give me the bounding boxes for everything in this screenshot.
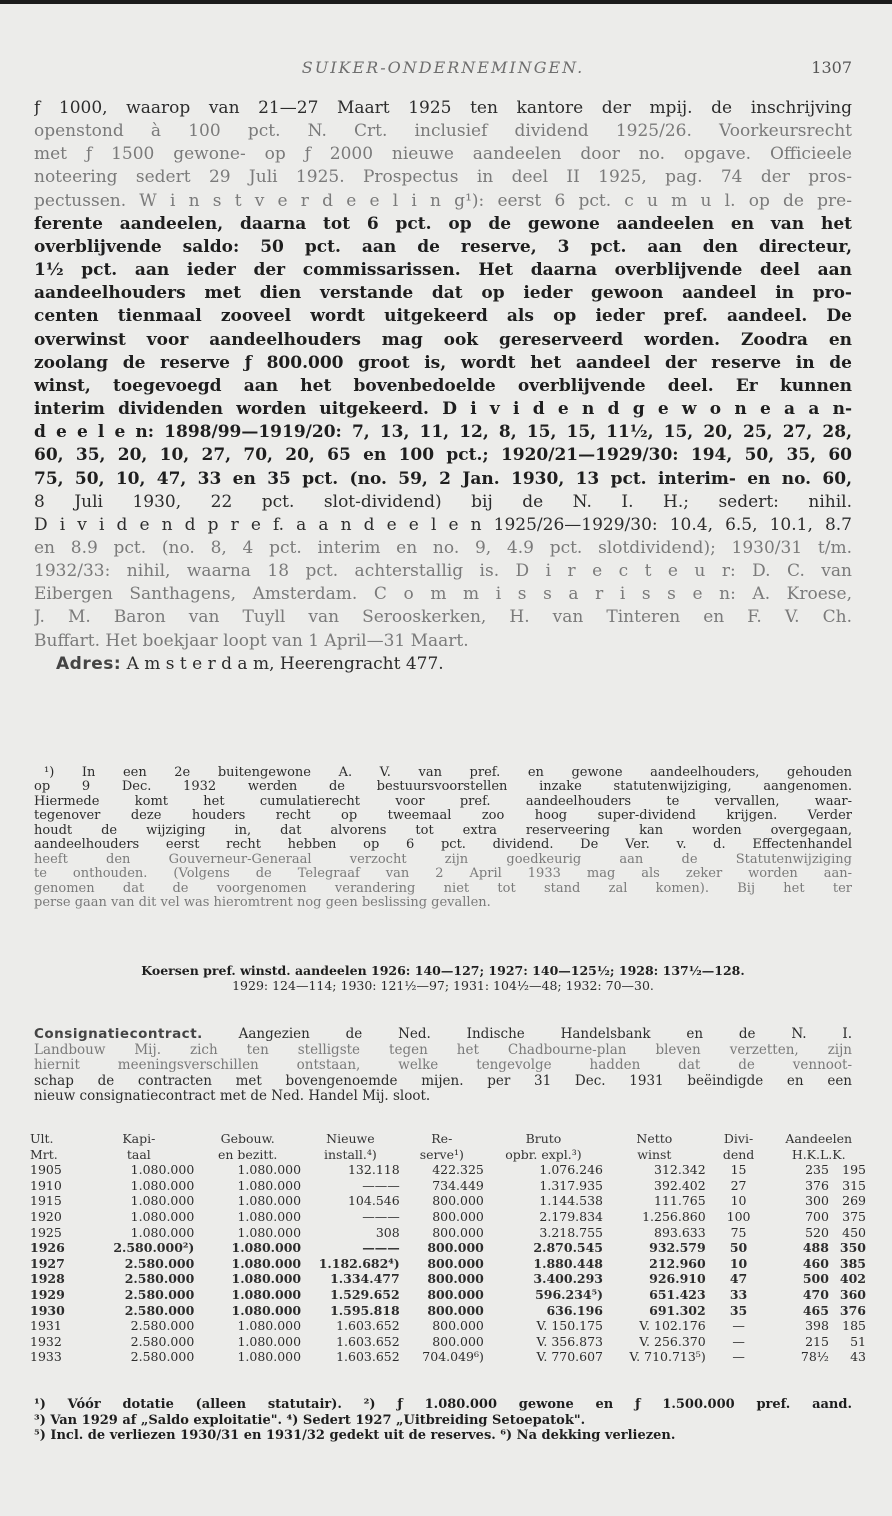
year-cell: 1910 bbox=[30, 1177, 62, 1193]
footnote-line: ¹) In een 2e buitengewone A. V. van pref. en gewone aandeelhouders, gehouden bbox=[44, 766, 852, 780]
price-high-cell: 465 bbox=[802, 1302, 829, 1318]
footnote-line: heeft den Gouverneur-Generaal verzocht zijn goedkeurig aan de Statutenwijziging bbox=[34, 852, 852, 867]
buildings-cell: 1.080.000 bbox=[237, 1349, 302, 1365]
price-high-cell: 700 bbox=[805, 1208, 829, 1224]
capital-cell: 2.580.000 bbox=[130, 1333, 195, 1349]
capital-cell: 2.580.000²) bbox=[113, 1240, 195, 1256]
col-header: Re- bbox=[431, 1131, 453, 1146]
buildings-cell: 1.080.000 bbox=[231, 1286, 302, 1302]
col-header: Nieuwe bbox=[326, 1131, 375, 1146]
year-cell: 1927 bbox=[30, 1255, 65, 1271]
table-row bbox=[30, 1287, 866, 1303]
year-cell: 1920 bbox=[30, 1208, 62, 1224]
price-high-cell: 78½ bbox=[800, 1349, 829, 1365]
table-row bbox=[30, 1193, 866, 1209]
col-header: serve¹) bbox=[419, 1146, 464, 1162]
page-header bbox=[34, 58, 852, 84]
reserve-cell: 800.000 bbox=[427, 1302, 484, 1318]
col-header: taal bbox=[126, 1146, 151, 1162]
buildings-cell: 1.080.000 bbox=[237, 1162, 302, 1178]
year-cell: 1931 bbox=[30, 1318, 62, 1334]
net-profit-cell: 932.579 bbox=[649, 1240, 706, 1256]
text-line: aandeelhouders met dien verstande dat op ieder gewoon aandeel in pro- bbox=[34, 283, 852, 304]
capital-cell: 2.580.000 bbox=[130, 1349, 195, 1365]
company-description bbox=[34, 97, 852, 676]
capital-cell: 2.580.000 bbox=[124, 1255, 195, 1271]
consignment-text: Aangezien de Ned. Indische Handelsbank en de N. I. bbox=[238, 1027, 852, 1042]
gross-cell: 636.196 bbox=[546, 1302, 604, 1318]
table-row bbox=[30, 1178, 866, 1194]
installations-cell: 1.595.818 bbox=[330, 1302, 400, 1318]
buildings-cell: 1.080.000 bbox=[231, 1302, 302, 1318]
text-line: overblijvende saldo: 50 pct. aan de reserve, 3 pct. aan den directeur, bbox=[34, 236, 852, 257]
net-profit-cell: 893.633 bbox=[654, 1224, 706, 1240]
text-line: Buffart. Het boekjaar loopt van 1 April—31 Maart. bbox=[34, 630, 469, 651]
table-row bbox=[30, 1162, 866, 1178]
price-quotes bbox=[34, 963, 852, 993]
net-profit-cell: 111.765 bbox=[654, 1193, 706, 1209]
running-title: SUIKER-ONDERNEMINGEN. bbox=[301, 58, 585, 77]
net-profit-cell: 312.342 bbox=[654, 1162, 706, 1178]
dividend-cell: 100 bbox=[726, 1208, 751, 1224]
table-footnote-line: ⁵) Incl. de verliezen 1930/31 en 1931/32 gedekt uit de reserves. ⁶) Na dekking verliezen. bbox=[34, 1428, 676, 1443]
col-header: install.⁴) bbox=[323, 1146, 377, 1162]
reserve-cell: 800.000 bbox=[432, 1193, 484, 1209]
net-profit-cell: 691.302 bbox=[649, 1302, 706, 1318]
price-low-cell: 402 bbox=[839, 1271, 866, 1287]
dividend-cell: 35 bbox=[729, 1302, 748, 1318]
page-top-edge bbox=[0, 0, 892, 4]
capital-cell: 2.580.000 bbox=[124, 1286, 195, 1302]
text-line: en 8.9 pct. (no. 8, 4 pct. interim en no. 9, 4.9 pct. slotdividend); 1930/31 t/m. bbox=[34, 537, 852, 558]
text-line: openstond à 100 pct. N. Crt. inclusief dividend 1925/26. Voorkeursrecht bbox=[34, 121, 852, 142]
capital-cell: 2.580.000 bbox=[130, 1318, 195, 1334]
dividend-cell: — bbox=[732, 1333, 745, 1349]
price-low-cell: 315 bbox=[842, 1177, 866, 1193]
gross-cell: V. 770.607 bbox=[536, 1349, 604, 1365]
price-low-cell: 269 bbox=[842, 1193, 866, 1209]
dividend-cell: — bbox=[732, 1318, 745, 1334]
col-header: Aandeelen bbox=[785, 1131, 853, 1146]
dividend-cell: 47 bbox=[729, 1271, 748, 1287]
table-footnote-line: ¹) Vóór dotatie (alleen statutair). ²) ƒ 1.080.000 gewone en ƒ 1.500.000 pref. aand. bbox=[34, 1397, 852, 1412]
page-number: 1307 bbox=[811, 58, 852, 77]
reserve-cell: 800.000 bbox=[432, 1318, 484, 1334]
col-header: dend bbox=[722, 1146, 755, 1162]
reserve-cell: 734.449 bbox=[432, 1177, 484, 1193]
net-profit-cell: V. 710.713⁵) bbox=[629, 1349, 706, 1365]
col-header: Netto bbox=[636, 1131, 673, 1146]
installations-cell: ——— bbox=[362, 1177, 400, 1193]
text-line: interim dividenden worden uitgekeerd. D i v i d e n d g e w o n e a a n- bbox=[34, 399, 852, 420]
dividend-cell: 27 bbox=[730, 1177, 747, 1193]
capital-cell: 1.080.000 bbox=[130, 1224, 195, 1240]
address-line bbox=[34, 653, 852, 676]
installations-cell: 1.182.682⁴) bbox=[318, 1255, 400, 1271]
reserve-cell: 800.000 bbox=[432, 1224, 484, 1240]
reserve-cell: 800.000 bbox=[432, 1333, 484, 1349]
gross-cell: 2.870.545 bbox=[533, 1240, 604, 1256]
reserve-cell: 800.000 bbox=[427, 1286, 484, 1302]
table-row bbox=[30, 1303, 866, 1319]
price-high-cell: 235 bbox=[805, 1162, 829, 1178]
price-low-cell: 43 bbox=[850, 1349, 866, 1365]
price-low-cell: 195 bbox=[842, 1162, 866, 1178]
dividend-cell: 15 bbox=[730, 1162, 747, 1178]
year-cell: 1929 bbox=[30, 1286, 65, 1302]
capital-cell: 1.080.000 bbox=[130, 1177, 195, 1193]
text-line: noteering sedert 29 Juli 1925. Prospectus in deel II 1925, pag. 74 der pros- bbox=[34, 167, 852, 188]
text-line: J. M. Baron van Tuyll van Serooskerken, H. van Tinteren en F. V. Ch. bbox=[34, 607, 852, 628]
buildings-cell: 1.080.000 bbox=[237, 1177, 302, 1193]
col-header: Gebouw. bbox=[220, 1131, 275, 1146]
text-line: Eibergen Santhagens, Amsterdam. C o m m i s s a r i s s e n: A. Kroese, bbox=[34, 584, 852, 605]
financial-table bbox=[30, 1131, 866, 1365]
installations-cell: 1.603.652 bbox=[336, 1318, 400, 1334]
buildings-cell: 1.080.000 bbox=[237, 1208, 302, 1224]
footnote-line: op 9 Dec. 1932 werden de bestuursvoorstellen inzake statutenwijziging, aangenomen. bbox=[34, 780, 852, 795]
table-footnote-line: ³) Van 1929 af „Saldo exploitatie". ⁴) Sedert 1927 „Uitbreiding Setoepatok". bbox=[34, 1412, 586, 1428]
text-line: overwinst voor aandeelhouders mag ook gereserveerd worden. Zoodra en bbox=[34, 329, 852, 350]
price-high-cell: 398 bbox=[805, 1318, 829, 1334]
col-header: Bruto bbox=[525, 1131, 562, 1146]
gross-cell: 3.400.293 bbox=[533, 1271, 604, 1287]
consignment-line: Landbouw Mij. zich ten stelligste tegen het Chadbourne-plan bleven verzetten, zijn bbox=[34, 1042, 852, 1058]
capital-cell: 2.580.000 bbox=[124, 1271, 195, 1287]
net-profit-cell: V. 102.176 bbox=[639, 1318, 706, 1334]
table-header-row bbox=[30, 1131, 866, 1147]
price-high-cell: 520 bbox=[805, 1224, 829, 1240]
dividend-cell: — bbox=[732, 1349, 745, 1365]
col-header: Mrt. bbox=[30, 1146, 58, 1162]
year-cell: 1932 bbox=[30, 1333, 62, 1349]
price-high-cell: 215 bbox=[805, 1333, 829, 1349]
gross-cell: 1.317.935 bbox=[539, 1177, 604, 1193]
text-line: D i v i d e n d p r e f. a a n d e e l e n 1925/26—1929/30: 10.4, 6.5, 10.1, 8.7 bbox=[34, 514, 852, 535]
capital-cell: 1.080.000 bbox=[130, 1162, 195, 1178]
address-city: A m s t e r d a m, bbox=[126, 653, 275, 674]
gross-cell: 596.234⁵) bbox=[535, 1286, 604, 1302]
gross-cell: V. 150.175 bbox=[536, 1318, 604, 1334]
footnote-line: te onthouden. (Volgens de Telegraaf van 2 April 1933 mag als zeker worden aan- bbox=[34, 867, 852, 882]
buildings-cell: 1.080.000 bbox=[231, 1271, 302, 1287]
table-row bbox=[30, 1256, 866, 1272]
price-low-cell: 376 bbox=[839, 1302, 866, 1318]
consignment-contract bbox=[34, 1027, 852, 1105]
price-high-cell: 376 bbox=[805, 1177, 829, 1193]
text-line: 1932/33: nihil, waarna 18 pct. achterstallig is. D i r e c t e u r: D. C. van bbox=[34, 561, 852, 582]
year-cell: 1925 bbox=[30, 1224, 62, 1240]
year-cell: 1915 bbox=[30, 1193, 62, 1209]
col-header: Kapi- bbox=[122, 1131, 156, 1146]
net-profit-cell: 651.423 bbox=[649, 1286, 706, 1302]
table-row bbox=[30, 1334, 866, 1350]
col-header: opbr. expl.³) bbox=[505, 1146, 582, 1162]
gross-cell: 3.218.755 bbox=[539, 1224, 604, 1240]
text-line: centen tienmaal zooveel wordt uitgekeerd als op ieder pref. aandeel. De bbox=[34, 306, 852, 327]
table-row bbox=[30, 1225, 866, 1241]
installations-cell: 132.118 bbox=[347, 1162, 400, 1178]
col-header: H.K.L.K. bbox=[791, 1146, 846, 1162]
footnote-line: genomen dat de voorgenomen verandering niet tot stand zal komen). Bij het ter bbox=[34, 881, 852, 896]
text-line: 60, 35, 20, 10, 27, 70, 20, 65 en 100 pct.; 1920/21—1929/30: 194, 50, 35, 60 bbox=[34, 445, 852, 466]
dividend-cell: 10 bbox=[730, 1193, 747, 1209]
text-line: 8 Juli 1930, 22 pct. slot-dividend) bij de N. I. H.; sedert: nihil. bbox=[34, 491, 852, 512]
installations-cell: 1.529.652 bbox=[330, 1286, 400, 1302]
footnote-line: perse gaan van dit vel was hieromtrent nog geen beslissing gevallen. bbox=[34, 896, 491, 911]
reserve-cell: 704.049⁶) bbox=[422, 1349, 484, 1365]
footnote-statutes bbox=[34, 766, 852, 911]
net-profit-cell: 926.910 bbox=[649, 1271, 706, 1287]
dividend-cell: 10 bbox=[729, 1255, 748, 1271]
installations-cell: 104.546 bbox=[347, 1193, 400, 1209]
table-row bbox=[30, 1349, 866, 1365]
year-cell: 1926 bbox=[30, 1240, 65, 1256]
consignment-first-line bbox=[34, 1027, 852, 1043]
footnote-line: aandeelhouders eerst recht hebben op 6 pct. dividend. De Ver. v. d. Effectenhandel bbox=[34, 838, 852, 853]
year-cell: 1905 bbox=[30, 1162, 62, 1178]
table-row bbox=[30, 1209, 866, 1225]
price-high-cell: 500 bbox=[802, 1271, 829, 1287]
table-footnotes bbox=[34, 1397, 852, 1444]
consignment-line: hiernit meeningsverschillen ontstaan, welke tengevolge hadden dat de vennoot- bbox=[34, 1058, 852, 1073]
text-line: 75, 50, 10, 47, 33 en 35 pct. (no. 59, 2 Jan. 1930, 13 pct. interim- en no. 60, bbox=[34, 468, 852, 489]
buildings-cell: 1.080.000 bbox=[237, 1193, 302, 1209]
price-low-cell: 185 bbox=[842, 1318, 866, 1334]
price-high-cell: 300 bbox=[805, 1193, 829, 1209]
year-cell: 1933 bbox=[30, 1349, 62, 1365]
price-high-cell: 460 bbox=[802, 1255, 829, 1271]
buildings-cell: 1.080.000 bbox=[237, 1333, 302, 1349]
footnote-line: Hiermede komt het cumulatierecht voor pref. aandeelhouders te vervallen, waar- bbox=[34, 794, 852, 809]
footnote-line: tegenover deze houders recht op tweemaal zoo hoog super-dividend krijgen. Verder bbox=[34, 809, 852, 824]
price-quotes-line: Koersen pref. winstd. aandeelen 1926: 140—127; 1927: 140—125½; 1928: 137½—128. bbox=[141, 963, 745, 978]
gross-cell: 1.076.246 bbox=[539, 1162, 604, 1178]
col-header: Ult. bbox=[30, 1131, 54, 1146]
gross-cell: 1.880.448 bbox=[533, 1255, 604, 1271]
text-line: ƒ 1000, waarop van 21—27 Maart 1925 ten kantore der mpij. de inschrijving bbox=[34, 98, 852, 118]
text-line: ferente aandeelen, daarna tot 6 pct. op de gewone aandeelen en van het bbox=[34, 213, 852, 234]
consignment-line: schap de contracten met bovengenoemde mijen. per 31 Dec. 1931 beëindigde en een bbox=[34, 1073, 852, 1089]
col-header: en bezitt. bbox=[217, 1146, 278, 1162]
installations-cell: 1.603.652 bbox=[336, 1333, 400, 1349]
address-street: Heerengracht 477. bbox=[279, 653, 444, 674]
footnote-line: houdt de wijziging in, dat alvorens tot extra reserveering kan worden overgegaan, bbox=[34, 823, 852, 838]
text-line: 1½ pct. aan ieder der commissarissen. Het daarna overblijvende deel aan bbox=[34, 260, 852, 281]
price-low-cell: 350 bbox=[839, 1240, 866, 1256]
net-profit-cell: 392.402 bbox=[654, 1177, 706, 1193]
text-line: winst, toegevoegd aan het bovenbedoelde overblijvende deel. Er kunnen bbox=[34, 375, 852, 396]
col-header: winst bbox=[637, 1146, 672, 1162]
reserve-cell: 422.325 bbox=[432, 1162, 484, 1178]
gross-cell: 1.144.538 bbox=[539, 1193, 604, 1209]
net-profit-cell: 212.960 bbox=[649, 1255, 706, 1271]
capital-cell: 1.080.000 bbox=[130, 1193, 195, 1209]
table-header-row bbox=[30, 1147, 866, 1163]
dividend-cell: 50 bbox=[729, 1240, 748, 1256]
buildings-cell: 1.080.000 bbox=[231, 1240, 302, 1256]
reserve-cell: 800.000 bbox=[427, 1271, 484, 1287]
reserve-cell: 800.000 bbox=[427, 1240, 484, 1256]
gross-cell: V. 356.873 bbox=[536, 1333, 604, 1349]
text-line: pectussen. W i n s t v e r d e e l i n g¹): eerst 6 pct. c u m u l. op de pre- bbox=[34, 190, 852, 211]
buildings-cell: 1.080.000 bbox=[237, 1318, 302, 1334]
gross-cell: 2.179.834 bbox=[539, 1208, 604, 1224]
price-high-cell: 488 bbox=[802, 1240, 829, 1256]
year-cell: 1930 bbox=[30, 1302, 65, 1318]
installations-cell: ——— bbox=[362, 1240, 400, 1256]
price-quotes-line: 1929: 124—114; 1930: 121½—97; 1931: 104½—48; 1932: 70—30. bbox=[232, 978, 654, 993]
buildings-cell: 1.080.000 bbox=[237, 1224, 302, 1240]
capital-cell: 1.080.000 bbox=[130, 1208, 195, 1224]
table-row bbox=[30, 1271, 866, 1287]
price-low-cell: 375 bbox=[842, 1208, 866, 1224]
table-row bbox=[30, 1318, 866, 1334]
consignment-line: nieuw consignatiecontract met de Ned. Handel Mij. sloot. bbox=[34, 1089, 431, 1104]
capital-cell: 2.580.000 bbox=[124, 1302, 195, 1318]
col-header: Divi- bbox=[723, 1131, 754, 1146]
table-row bbox=[30, 1240, 866, 1256]
address-label: Adres: bbox=[56, 653, 122, 674]
consignment-label: Consignatiecontract. bbox=[34, 1027, 203, 1042]
buildings-cell: 1.080.000 bbox=[231, 1255, 302, 1271]
dividend-cell: 75 bbox=[730, 1224, 747, 1240]
table-body bbox=[30, 1162, 866, 1365]
price-low-cell: 450 bbox=[842, 1224, 866, 1240]
net-profit-cell: 1.256.860 bbox=[642, 1208, 706, 1224]
dividend-cell: 33 bbox=[729, 1286, 748, 1302]
installations-cell: 1.603.652 bbox=[336, 1349, 400, 1365]
text-line: d e e l e n: 1898/99—1919/20: 7, 13, 11, 12, 8, 15, 15, 11½, 15, 20, 25, 27, 28, bbox=[34, 422, 852, 443]
reserve-cell: 800.000 bbox=[427, 1255, 484, 1271]
price-low-cell: 51 bbox=[850, 1333, 866, 1349]
installations-cell: 308 bbox=[375, 1224, 400, 1240]
installations-cell: ——— bbox=[362, 1208, 400, 1224]
reserve-cell: 800.000 bbox=[432, 1208, 484, 1224]
price-low-cell: 360 bbox=[839, 1286, 866, 1302]
installations-cell: 1.334.477 bbox=[330, 1271, 400, 1287]
net-profit-cell: V. 256.370 bbox=[639, 1333, 706, 1349]
text-line: met ƒ 1500 gewone- op ƒ 2000 nieuwe aandeelen door no. opgave. Officieele bbox=[34, 144, 852, 165]
price-low-cell: 385 bbox=[839, 1255, 866, 1271]
text-line: zoolang de reserve ƒ 800.000 groot is, wordt het aandeel der reserve in de bbox=[34, 352, 852, 373]
year-cell: 1928 bbox=[30, 1271, 65, 1287]
price-high-cell: 470 bbox=[802, 1286, 829, 1302]
